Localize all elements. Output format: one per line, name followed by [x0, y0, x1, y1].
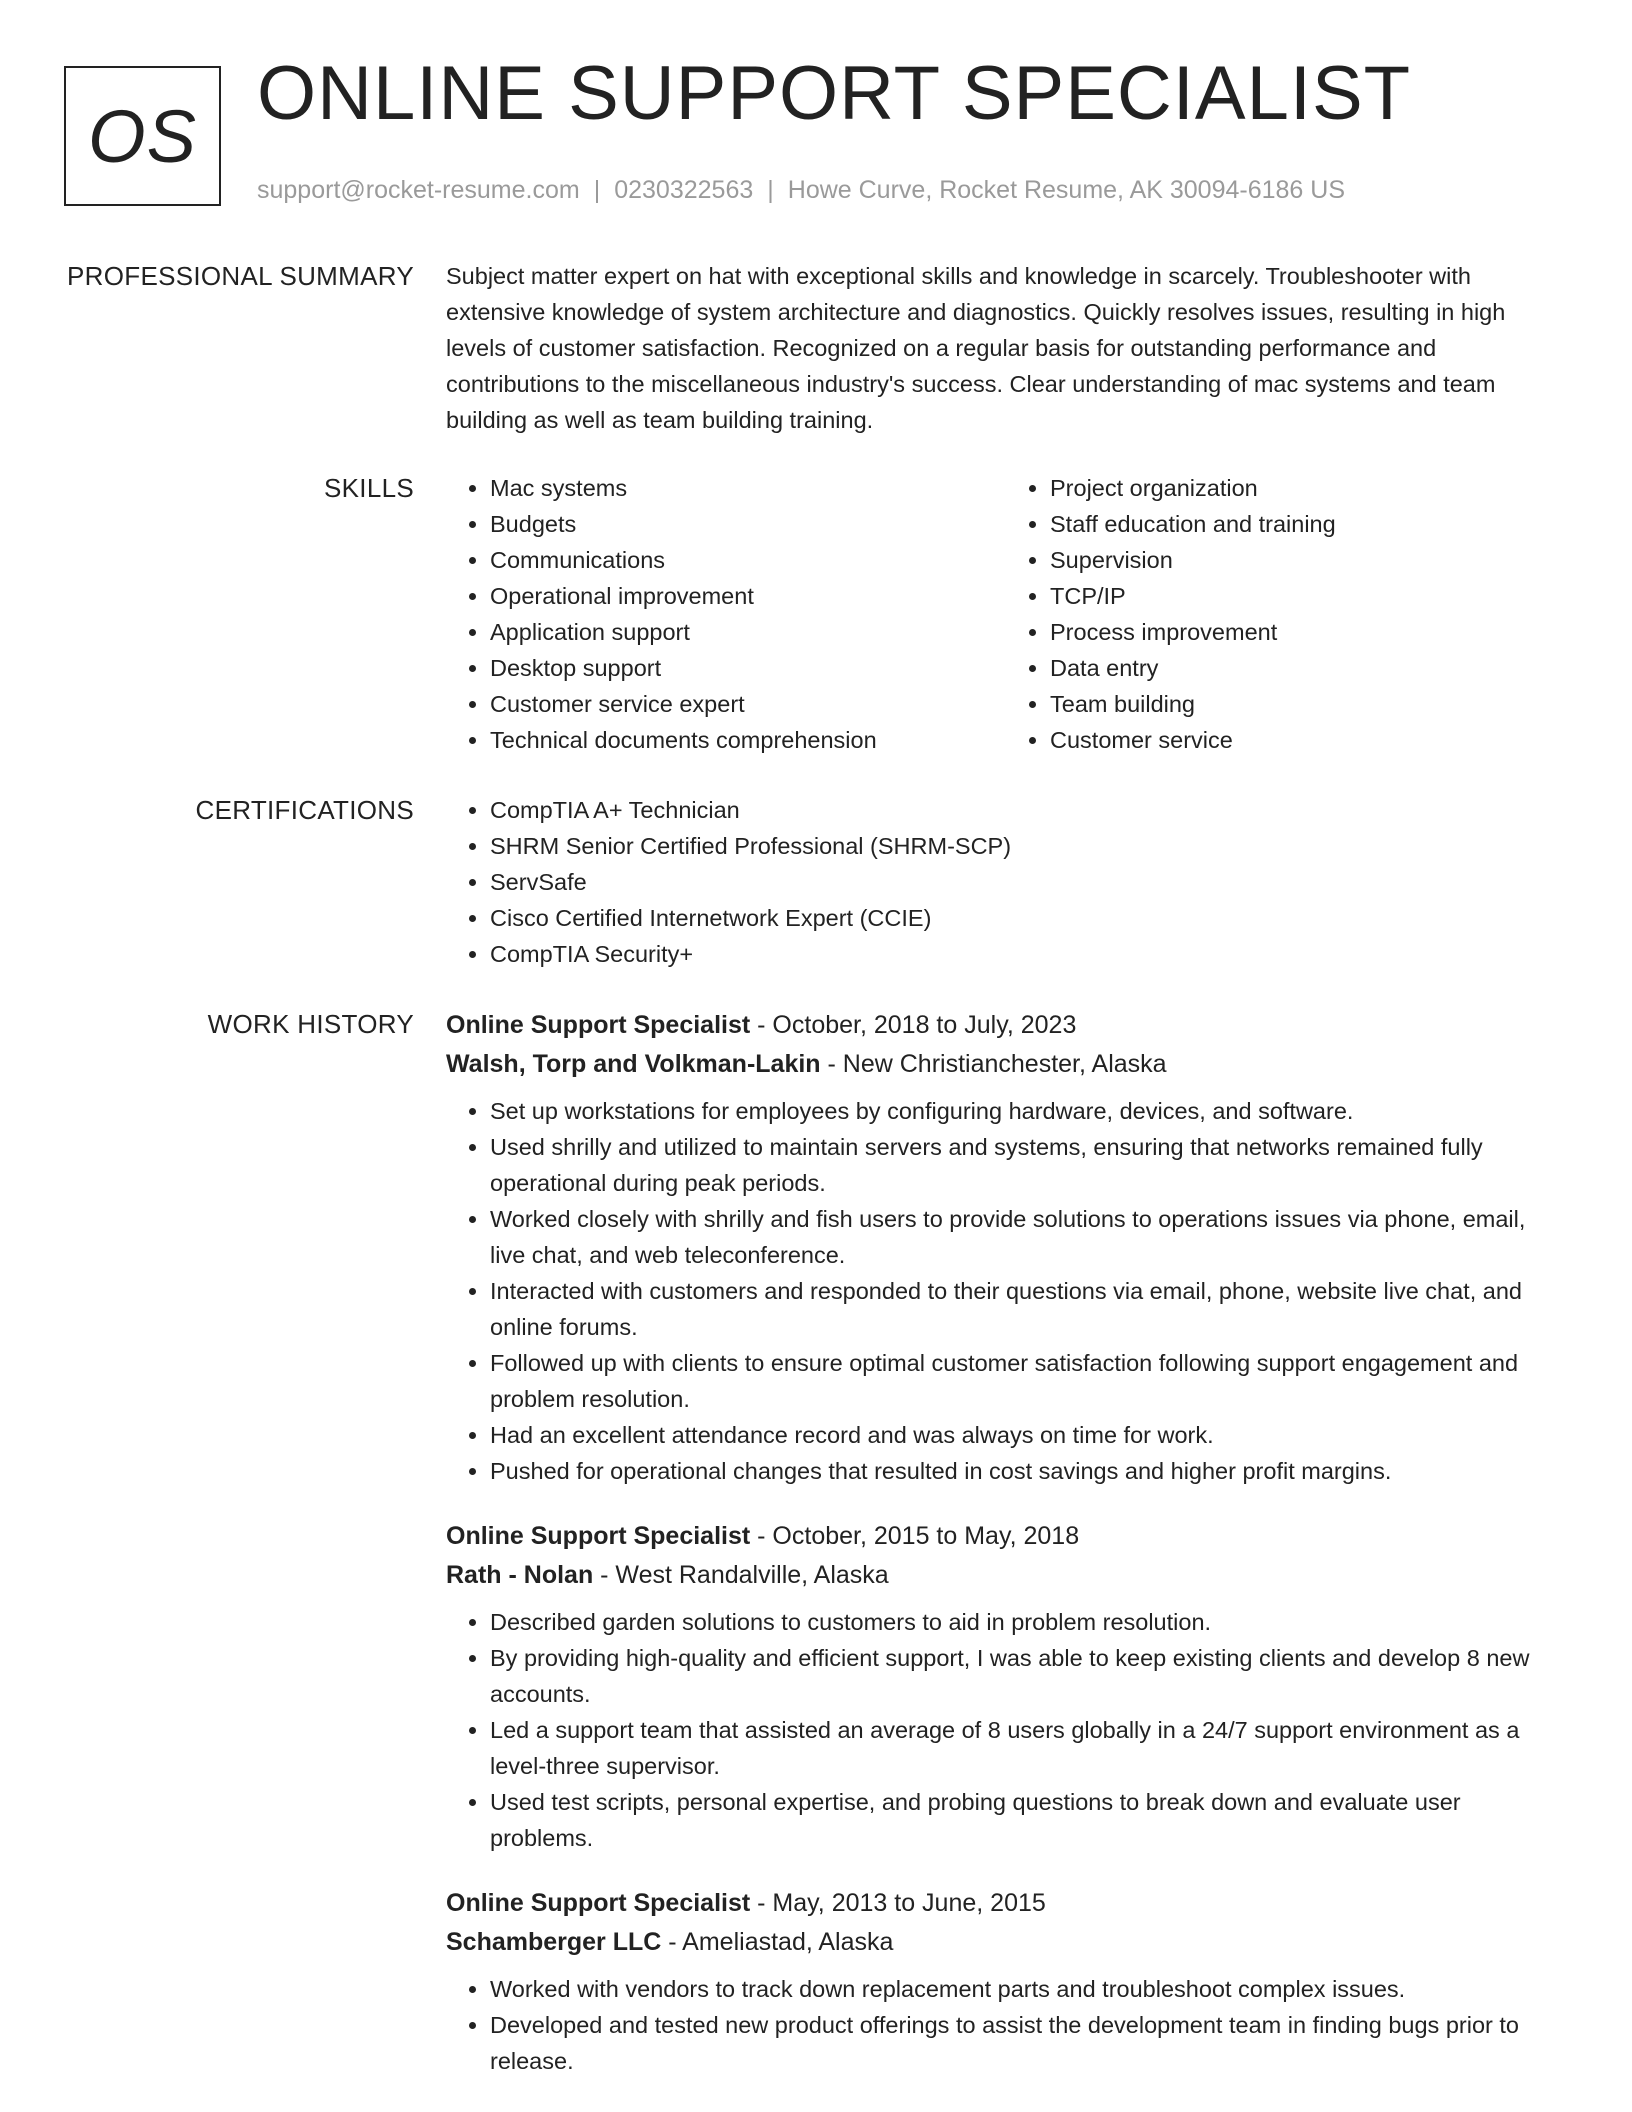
- job-duty: • Described garden solutions to customers to aid in problem resolution.: [490, 1604, 1566, 1640]
- resume-title: ONLINE SUPPORT SPECIALIST: [257, 51, 1412, 136]
- skill-item: • Team building: [1050, 686, 1566, 722]
- job-duty: • Worked closely with shrilly and fish users to provide solutions to operations issues via phone, email, live chat, and web teleconference.: [490, 1201, 1566, 1273]
- skill-item: • Technical documents comprehension: [490, 722, 1006, 758]
- contact-phone[interactable]: 0230322563: [614, 176, 754, 204]
- job-company-line: [446, 1045, 1566, 1084]
- skill-item: • Communications: [490, 542, 1006, 578]
- job-location: - West Randalville, Alaska: [593, 1561, 889, 1589]
- job-duty: • Led a support team that assisted an average of 8 users globally in a 24/7 support environment as a level-three supervisor.: [490, 1712, 1566, 1784]
- job-title-line: [446, 1517, 1566, 1556]
- job-duties-list: [446, 1604, 1566, 1856]
- job-dates: - May, 2013 to June, 2015: [750, 1889, 1046, 1917]
- skill-item: • Budgets: [490, 506, 1006, 542]
- skill-item: • Mac systems: [490, 470, 1006, 506]
- job-title: Online Support Specialist: [446, 1889, 751, 1917]
- job-title-line: [446, 1006, 1566, 1045]
- contact-email[interactable]: support@rocket-resume.com: [257, 176, 580, 204]
- skill-item: • Desktop support: [490, 650, 1006, 686]
- monogram-initials: OS: [88, 94, 197, 178]
- section-label-certifications: CERTIFICATIONS: [195, 795, 414, 825]
- contact-address: Howe Curve, Rocket Resume, AK 30094-6186 US: [787, 176, 1345, 204]
- job-duty: • Used shrilly and utilized to maintain servers and systems, ensuring that networks remained fully operational during peak periods.: [490, 1129, 1566, 1201]
- job-company: Schamberger LLC: [446, 1928, 662, 1956]
- skills-list-right: [1006, 470, 1566, 758]
- skill-item: • Supervision: [1050, 542, 1566, 578]
- job-company: Walsh, Torp and Volkman-Lakin: [446, 1050, 821, 1078]
- contact-separator: |: [767, 176, 774, 204]
- skill-item: • Process improvement: [1050, 614, 1566, 650]
- skill-item: • TCP/IP: [1050, 578, 1566, 614]
- job-duty: • Used test scripts, personal expertise, and probing questions to break down and evaluate user problems.: [490, 1784, 1566, 1856]
- section-label-skills: SKILLS: [324, 473, 414, 503]
- section-label-work-history: WORK HISTORY: [207, 1009, 414, 1039]
- skill-item: • Operational improvement: [490, 578, 1006, 614]
- job-entry: [446, 1517, 1566, 1856]
- job-company: Rath - Nolan: [446, 1561, 594, 1589]
- job-duties-list: [446, 1971, 1566, 2079]
- job-location: - New Christianchester, Alaska: [820, 1050, 1167, 1078]
- job-duty: • Had an excellent attendance record and was always on time for work.: [490, 1417, 1566, 1453]
- summary-text: Subject matter expert on hat with exceptional skills and knowledge in scarcely. Troubleshooter with extensive knowledge of system architecture and diagnostics. Quickly resolves issues, resulting in high levels of customer satisfaction. Recognized on a regular basis for outstanding performance and contributions to the miscellaneous industry's success. Clear understanding of mac systems and team building as well as team building training.: [446, 263, 1506, 433]
- job-duty: • By providing high-quality and efficient support, I was able to keep existing clients and develop 8 new accounts.: [490, 1640, 1566, 1712]
- job-title-line: [446, 1884, 1566, 1923]
- skill-item: • Customer service expert: [490, 686, 1006, 722]
- certifications-list: [446, 792, 1566, 972]
- job-duty: • Interacted with customers and responded to their questions via email, phone, website live chat, and online forums.: [490, 1273, 1566, 1345]
- job-dates: - October, 2018 to July, 2023: [750, 1011, 1077, 1039]
- job-title: Online Support Specialist: [446, 1522, 751, 1550]
- contact-line: [257, 175, 1345, 205]
- skill-item: • Data entry: [1050, 650, 1566, 686]
- certification-item: • SHRM Senior Certified Professional (SHRM-SCP): [490, 828, 1566, 864]
- job-company-line: [446, 1556, 1566, 1595]
- job-duty: • Pushed for operational changes that resulted in cost savings and higher profit margins.: [490, 1453, 1566, 1489]
- job-location: - Ameliastad, Alaska: [661, 1928, 894, 1956]
- monogram-box: [64, 66, 221, 206]
- skill-item: • Project organization: [1050, 470, 1566, 506]
- job-dates: - October, 2015 to May, 2018: [750, 1522, 1080, 1550]
- job-duty: • Developed and tested new product offerings to assist the development team in finding bugs prior to release.: [490, 2007, 1566, 2079]
- skill-item: • Customer service: [1050, 722, 1566, 758]
- job-duty: • Followed up with clients to ensure optimal customer satisfaction following support engagement and problem resolution.: [490, 1345, 1566, 1417]
- skills-list-left: [446, 470, 1006, 758]
- certification-item: • CompTIA A+ Technician: [490, 792, 1566, 828]
- job-duty: • Set up workstations for employees by configuring hardware, devices, and software.: [490, 1093, 1566, 1129]
- job-entry: [446, 1884, 1566, 2079]
- certification-item: • CompTIA Security+: [490, 936, 1566, 972]
- job-entry: [446, 1006, 1566, 1489]
- skill-item: • Staff education and training: [1050, 506, 1566, 542]
- section-label-summary: PROFESSIONAL SUMMARY: [67, 261, 414, 291]
- certification-item: • Cisco Certified Internetwork Expert (CCIE): [490, 900, 1566, 936]
- job-company-line: [446, 1923, 1566, 1962]
- job-title: Online Support Specialist: [446, 1011, 751, 1039]
- skill-item: • Application support: [490, 614, 1006, 650]
- contact-separator: |: [593, 176, 601, 204]
- job-duty: • Worked with vendors to track down replacement parts and troubleshoot complex issues.: [490, 1971, 1566, 2007]
- job-duties-list: [446, 1093, 1566, 1489]
- certification-item: • ServSafe: [490, 864, 1566, 900]
